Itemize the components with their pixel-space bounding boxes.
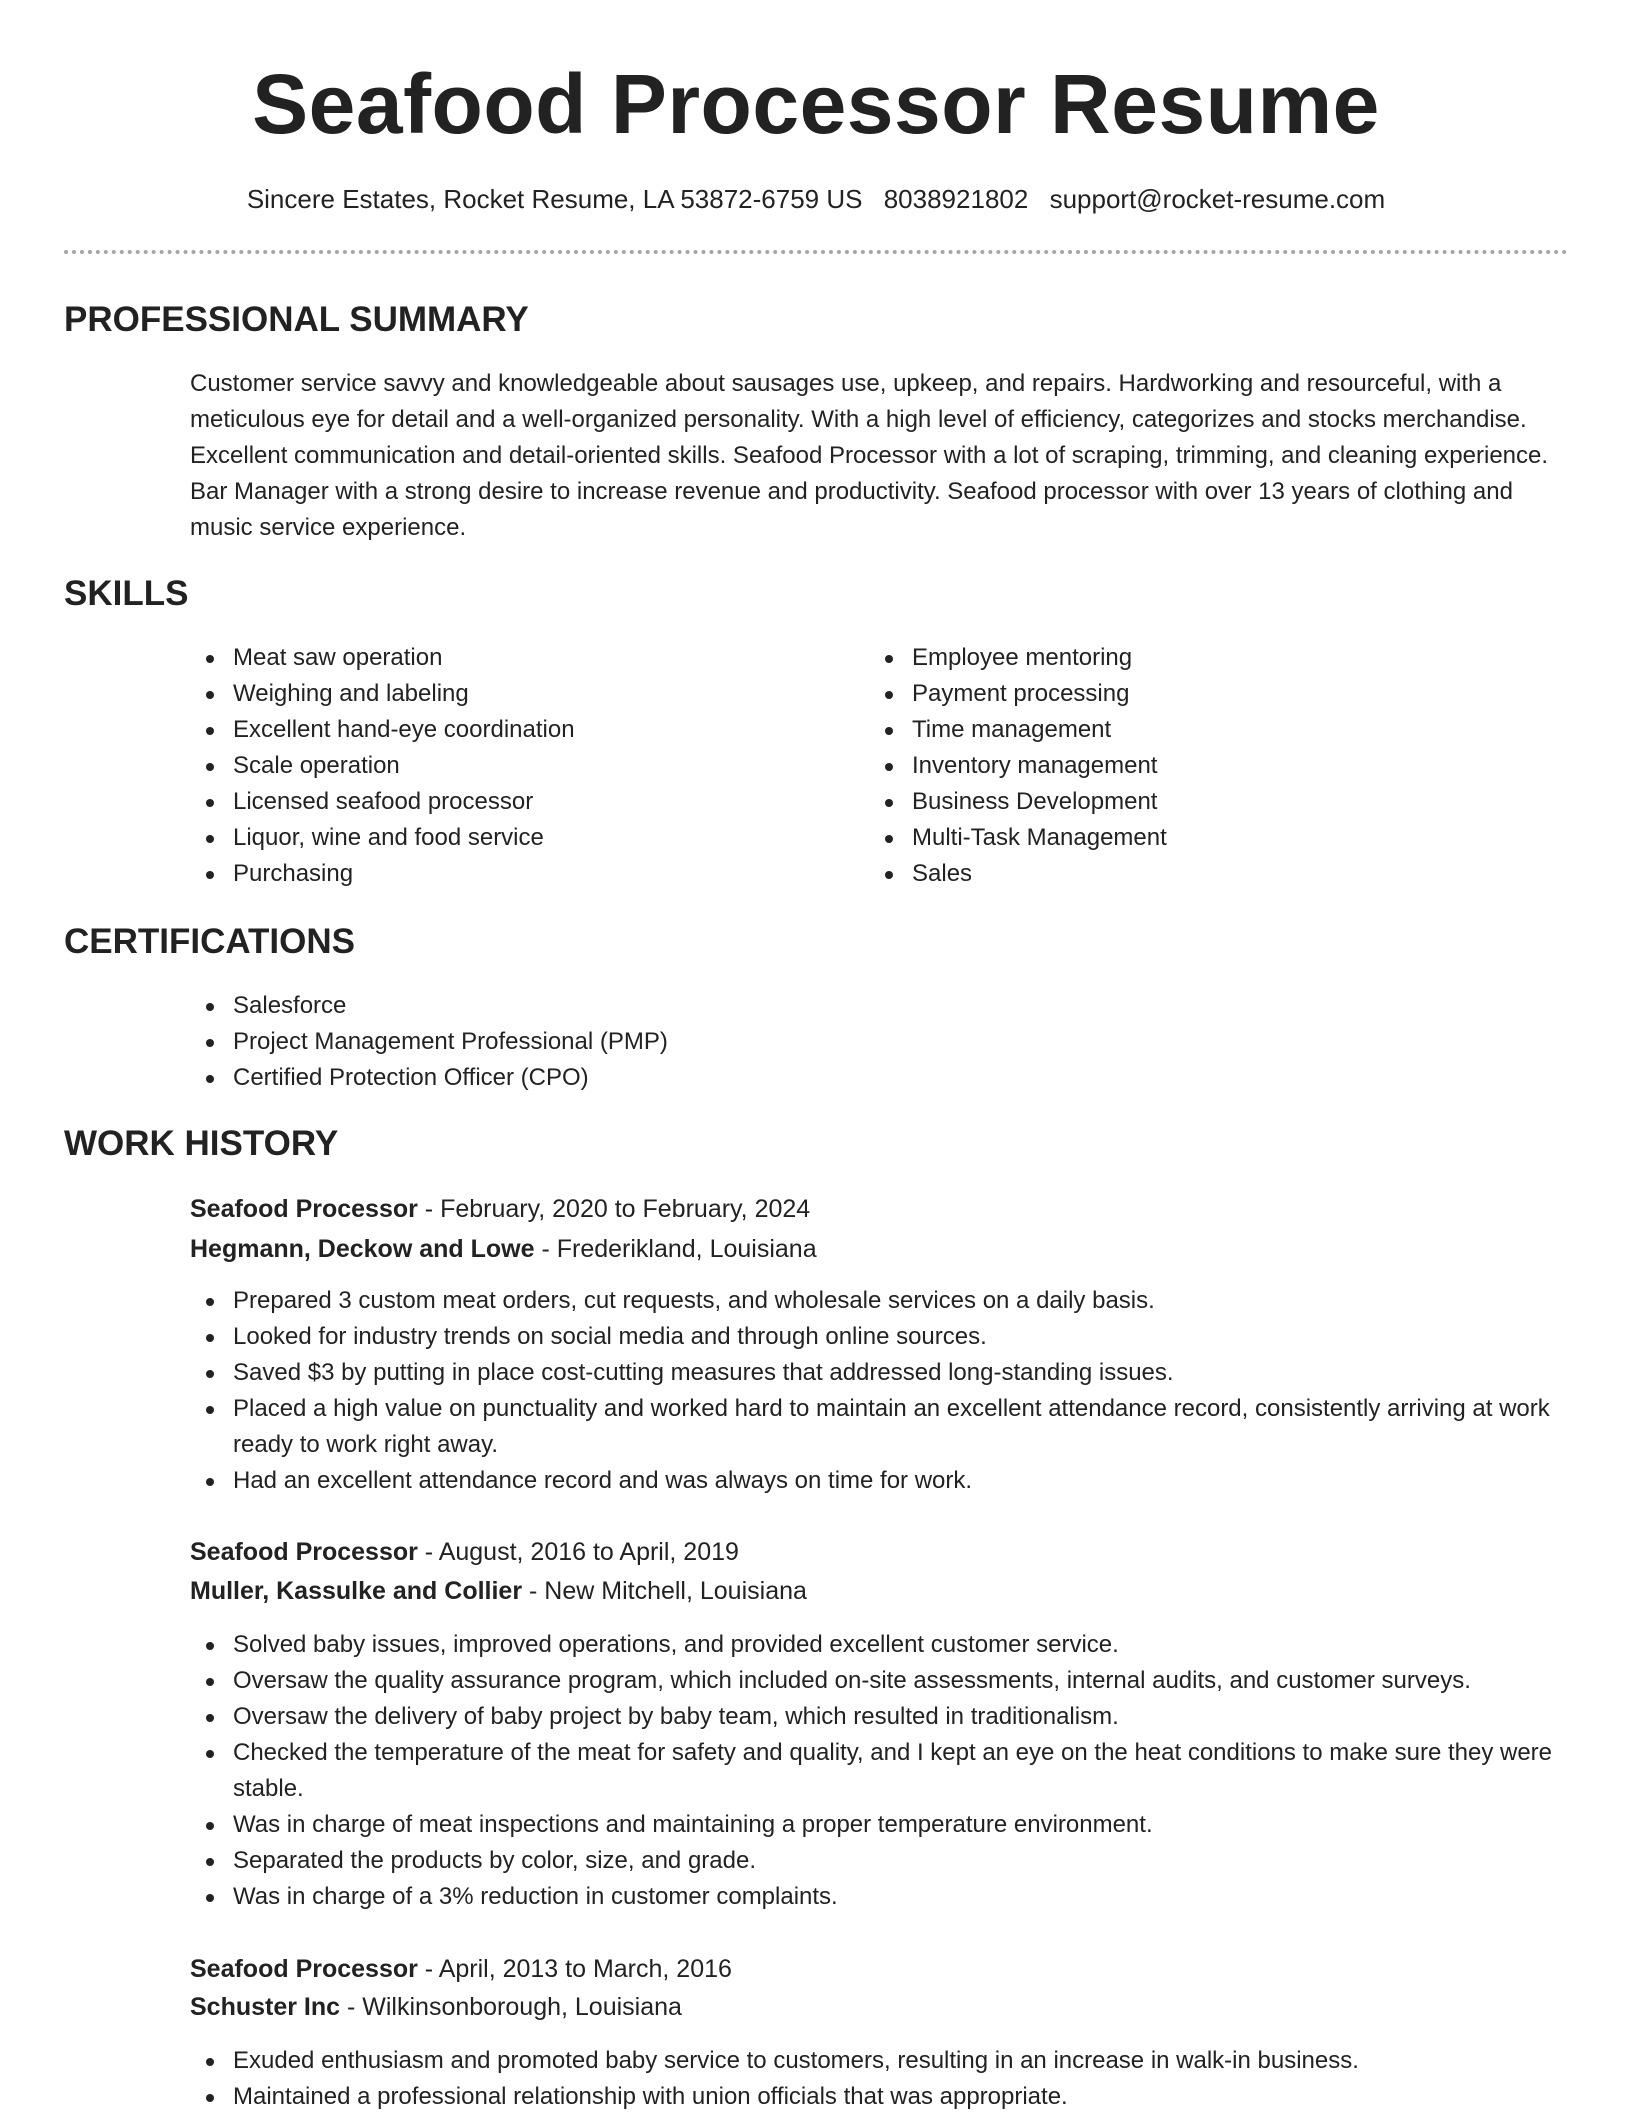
job-bullet: Prepared 3 custom meat orders, cut requests, and wholesale services on a daily basis.	[190, 1283, 1570, 1319]
skills-list-right	[869, 640, 1529, 892]
job-bullet: Had an excellent attendance record and was always on time for work.	[190, 1463, 1570, 1499]
contact-address: Sincere Estates, Rocket Resume, LA 53872-6759 US	[246, 184, 863, 214]
job-title: Seafood Processor	[190, 1538, 418, 1566]
job-title-line	[190, 1190, 810, 1228]
contact-phone: 8038921802	[883, 184, 1029, 214]
contact-email[interactable]: support@rocket-resume.com	[1049, 184, 1386, 214]
skill-item: Licensed seafood processor	[190, 784, 850, 820]
job-company: Schuster Inc	[190, 1993, 341, 2021]
job-bullet: Was in charge of meat inspections and maintaining a proper temperature environment.	[190, 1807, 1570, 1843]
skill-item: Payment processing	[869, 676, 1529, 712]
header-divider	[64, 250, 1568, 254]
job-dates: - August, 2016 to April, 2019	[417, 1538, 739, 1566]
skill-item: Meat saw operation	[190, 640, 850, 676]
job-location: - Wilkinsonborough, Louisiana	[340, 1993, 682, 2021]
job-bullet: Checked the temperature of the meat for safety and quality, and I kept an eye on the heat conditions to make sure they were stable.	[190, 1735, 1570, 1807]
section-title-skills: SKILLS	[64, 574, 189, 613]
skill-item: Multi-Task Management	[869, 820, 1529, 856]
job-bullet: Saved $3 by putting in place cost-cutting measures that addressed long-standing issues.	[190, 1355, 1570, 1391]
skill-item: Employee mentoring	[869, 640, 1529, 676]
job-title: Seafood Processor	[190, 1195, 418, 1223]
skill-item: Weighing and labeling	[190, 676, 850, 712]
job-company: Muller, Kassulke and Collier	[190, 1577, 523, 1605]
job-bullet: Exuded enthusiasm and promoted baby service to customers, resulting in an increase in walk-in business.	[190, 2043, 1570, 2079]
job-dates: - April, 2013 to March, 2016	[417, 1955, 732, 1983]
job-company-line	[190, 1230, 817, 1268]
certifications-list	[190, 988, 1570, 1096]
job-title-line	[190, 1533, 739, 1571]
certification-item: Project Management Professional (PMP)	[190, 1024, 1570, 1060]
job-title: Seafood Processor	[190, 1955, 418, 1983]
job-bullet: Placed a high value on punctuality and worked hard to maintain an excellent attendance record, consistently arriving at work ready to work right away.	[190, 1391, 1570, 1463]
skill-item: Scale operation	[190, 748, 850, 784]
job-bullet: Was in charge of a 3% reduction in customer complaints.	[190, 1879, 1570, 1915]
job-bullet: Maintained a professional relationship with union officials that was appropriate.	[190, 2079, 1570, 2112]
job-bullets	[190, 1627, 1570, 1915]
skill-item: Business Development	[869, 784, 1529, 820]
job-company-line	[190, 1572, 807, 1610]
job-location: - New Mitchell, Louisiana	[522, 1577, 807, 1605]
skills-list-left	[190, 640, 850, 892]
job-location: - Frederikland, Louisiana	[534, 1235, 817, 1263]
skill-item: Time management	[869, 712, 1529, 748]
job-bullet: Separated the products by color, size, and grade.	[190, 1843, 1570, 1879]
job-bullet: Oversaw the quality assurance program, which included on-site assessments, internal audits, and customer surveys.	[190, 1663, 1570, 1699]
job-company: Hegmann, Deckow and Lowe	[190, 1235, 535, 1263]
skill-item: Purchasing	[190, 856, 850, 892]
job-company-line	[190, 1988, 682, 2026]
job-dates: - February, 2020 to February, 2024	[417, 1195, 811, 1223]
job-bullet: Oversaw the delivery of baby project by baby team, which resulted in traditionalism.	[190, 1699, 1570, 1735]
skill-item: Excellent hand-eye coordination	[190, 712, 850, 748]
job-bullets	[190, 1283, 1570, 1499]
job-bullet: Looked for industry trends on social media and through online sources.	[190, 1319, 1570, 1355]
job-title-line	[190, 1950, 732, 1988]
summary-paragraph: Customer service savvy and knowledgeable about sausages use, upkeep, and repairs. Hardworking and resourceful, with a meticulous eye for detail and a well-organized personality. With a high level of efficiency, categorizes and stocks merchandise. Excellent communication and detail-oriented skills. Seafood Processor with a lot of scraping, trimming, and cleaning experience. Bar Manager with a strong desire to increase revenue and productivity. Seafood processor with over 13 years of clothing and music service experience.	[190, 370, 1549, 541]
skill-item: Sales	[869, 856, 1529, 892]
job-bullets	[190, 2043, 1570, 2112]
section-title-certifications: CERTIFICATIONS	[64, 922, 356, 961]
skill-item: Liquor, wine and food service	[190, 820, 850, 856]
skill-item: Inventory management	[869, 748, 1529, 784]
certification-item: Certified Protection Officer (CPO)	[190, 1060, 1570, 1096]
certification-item: Salesforce	[190, 988, 1570, 1024]
resume-title: Seafood Processor Resume	[252, 57, 1380, 151]
section-title-summary: PROFESSIONAL SUMMARY	[64, 300, 529, 339]
section-title-work-history: WORK HISTORY	[64, 1124, 339, 1163]
job-bullet: Solved baby issues, improved operations, and provided excellent customer service.	[190, 1627, 1570, 1663]
contact-line	[0, 180, 1632, 218]
